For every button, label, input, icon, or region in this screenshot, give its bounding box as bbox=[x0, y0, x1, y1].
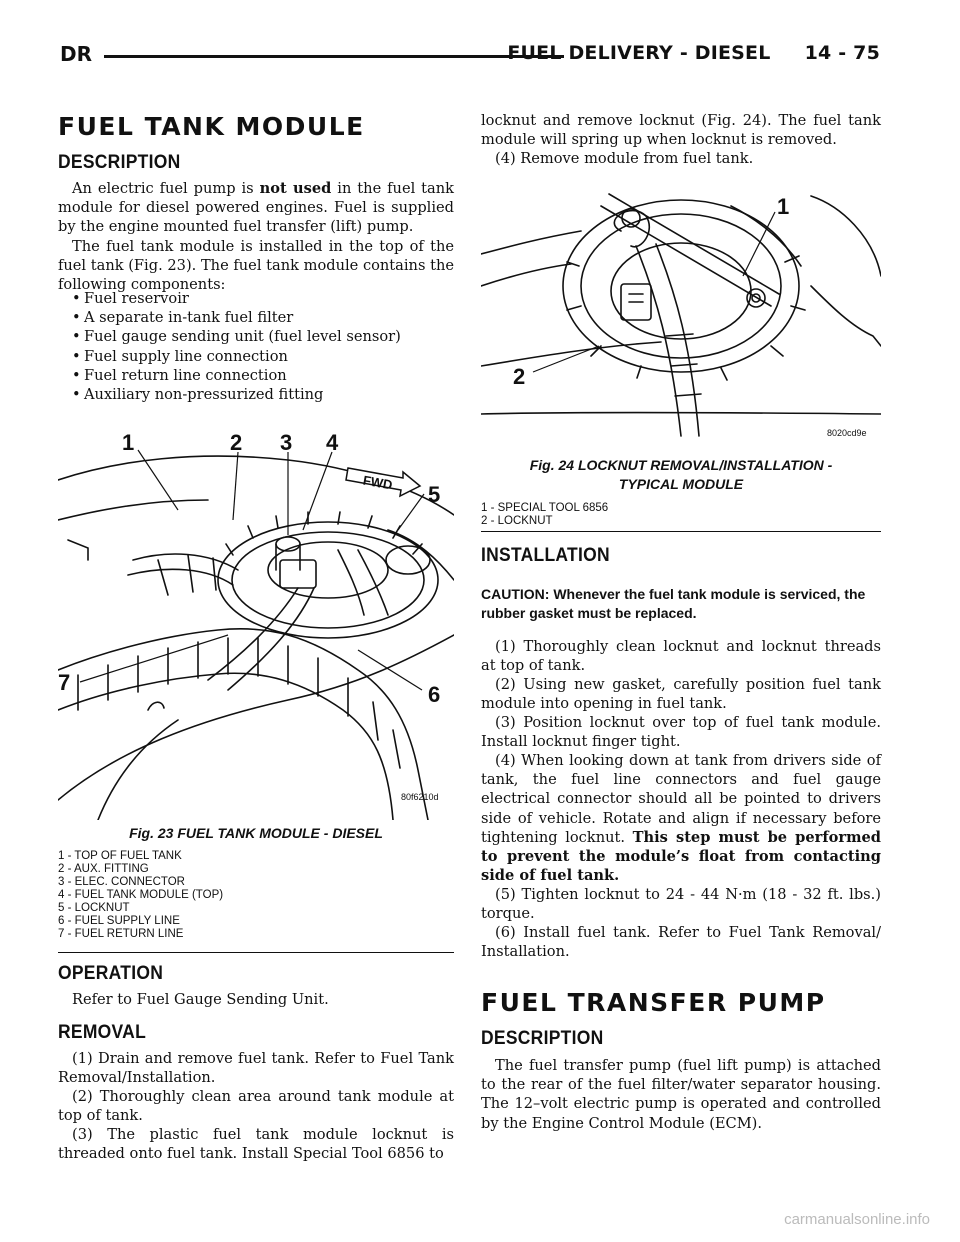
fig24-callout-1: 1 bbox=[777, 194, 790, 219]
list-item-text: Fuel reservoir bbox=[84, 290, 189, 307]
heading-removal: REMOVAL bbox=[58, 1022, 147, 1043]
fig23-callout-5: 5 bbox=[428, 482, 441, 507]
install-step-5: (5) Tighten locknut to 24 - 44 N·m (18 - 32 ft. lbs.) torque. bbox=[481, 886, 881, 923]
fig23-code: 80f6210d bbox=[401, 792, 439, 802]
description-paragraph-1 bbox=[58, 179, 454, 237]
fig24-code: 8020cd9e bbox=[827, 428, 867, 438]
header-section-code: DR bbox=[60, 42, 93, 66]
watermark: carmanualsonline.info bbox=[784, 1211, 930, 1228]
page-header bbox=[60, 42, 880, 82]
fig23-callout-6: 6 bbox=[428, 682, 441, 707]
removal-step-3-start: (3) The plastic fuel tank module locknut is threaded onto fuel tank. Install Special Tool 6856 to bbox=[58, 1126, 454, 1163]
list-item-text: Fuel supply line connection bbox=[84, 347, 288, 365]
install-step-4 bbox=[481, 751, 881, 885]
legend-item: 4 - FUEL TANK MODULE (TOP) bbox=[58, 889, 224, 901]
heading-installation: INSTALLATION bbox=[481, 545, 610, 566]
fig24-bottom-rule bbox=[481, 531, 881, 532]
fig24-caption-line-1: Fig. 24 LOCKNUT REMOVAL/INSTALLATION - bbox=[529, 457, 833, 473]
fig24-callout-2: 2 bbox=[513, 364, 526, 389]
header-rule bbox=[104, 55, 564, 58]
removal-step-1: (1) Drain and remove fuel tank. Refer to Fuel Tank Removal/Installation. bbox=[58, 1050, 454, 1087]
list-item-text: Fuel gauge sending unit (fuel level sensor) bbox=[84, 328, 401, 346]
install-step-4-emphasis: This step must be performed to prevent the module’s float from contacting side of fuel tank. bbox=[481, 828, 881, 885]
fig23-callout-3: 3 bbox=[280, 430, 293, 455]
fig24-locknut-removal-illustration bbox=[481, 176, 881, 444]
fig23-callout-1: 1 bbox=[122, 430, 135, 455]
fig23-callout-2: 2 bbox=[230, 430, 243, 455]
legend-item: 6 - FUEL SUPPLY LINE bbox=[58, 915, 180, 927]
legend-item: 7 - FUEL RETURN LINE bbox=[58, 928, 184, 940]
heading-description-2: DESCRIPTION bbox=[481, 1028, 604, 1049]
list-item: • Fuel gauge sending unit (fuel level sensor) bbox=[72, 328, 401, 346]
legend-item: 2 - LOCKNUT bbox=[481, 515, 553, 527]
fig23-fwd-arrow bbox=[346, 468, 420, 496]
component-list bbox=[58, 289, 454, 404]
list-item: • Fuel supply line connection bbox=[72, 347, 288, 365]
fig24-legend bbox=[481, 502, 881, 528]
install-step-6: (6) Install fuel tank. Refer to Fuel Tank Removal/ Installation. bbox=[481, 924, 881, 961]
legend-item: 1 - TOP OF FUEL TANK bbox=[58, 850, 182, 862]
removal-step-3-continued: locknut and remove locknut (Fig. 24). The fuel tank module will spring up when locknut is removed. bbox=[481, 112, 881, 149]
fig23-legend bbox=[58, 850, 454, 941]
header-title: FUEL DELIVERY - DIESEL 14 - 75 bbox=[507, 42, 880, 64]
install-step-2: (2) Using new gasket, carefully position fuel tank module into opening in fuel tank. bbox=[481, 676, 881, 713]
list-item-text: Auxiliary non-pressurized fitting bbox=[84, 386, 324, 404]
list-item-text: Fuel return line connection bbox=[84, 366, 287, 384]
section-title-fuel-tank-module: FUEL TANK MODULE bbox=[58, 112, 365, 141]
section-title-fuel-transfer-pump: FUEL TRANSFER PUMP bbox=[481, 988, 826, 1017]
list-item: • Fuel return line connection bbox=[72, 366, 287, 384]
description-paragraph-2: The fuel tank module is installed in the top of the fuel tank (Fig. 23). The fuel tank module contains the following components: bbox=[58, 238, 454, 294]
operation-text: Refer to Fuel Gauge Sending Unit. bbox=[72, 991, 329, 1008]
caution-notice: CAUTION: Whenever the fuel tank module is serviced, the rubber gasket must be replaced. bbox=[481, 586, 866, 621]
fig24-caption-line-2: TYPICAL MODULE bbox=[618, 476, 744, 492]
legend-item: 5 - LOCKNUT bbox=[58, 902, 130, 914]
list-item-text: A separate in-tank fuel filter bbox=[84, 309, 294, 327]
legend-item: 2 - AUX. FITTING bbox=[58, 863, 149, 875]
legend-item: 3 - ELEC. CONNECTOR bbox=[58, 876, 185, 888]
fig23-fuel-tank-module-illustration bbox=[58, 420, 454, 820]
install-step-1: (1) Thoroughly clean locknut and locknut threads at top of tank. bbox=[481, 638, 881, 675]
desc-p1-post: in the fuel tank module for diesel powered engines. Fuel is supplied by the engine mounted fuel transfer (lift) pump. bbox=[58, 180, 454, 236]
transfer-pump-description: The fuel transfer pump (fuel lift pump) is attached to the rear of the fuel filter/water separator housing. The 12–volt electric pump is operated and controlled by the Engine Control Module (ECM). bbox=[481, 1057, 881, 1132]
removal-step-2: (2) Thoroughly clean area around tank module at top of tank. bbox=[58, 1088, 454, 1125]
list-item: • Fuel reservoir bbox=[72, 290, 189, 307]
heading-description: DESCRIPTION bbox=[58, 152, 181, 173]
removal-step-4: (4) Remove module from fuel tank. bbox=[495, 150, 754, 167]
fig23-callout-7: 7 bbox=[58, 670, 71, 695]
install-step-3: (3) Position locknut over top of fuel tank module. Install locknut finger tight. bbox=[481, 714, 881, 751]
desc-p1-pre: An electric fuel pump is bbox=[72, 180, 260, 197]
legend-item: 1 - SPECIAL TOOL 6856 bbox=[481, 502, 609, 514]
list-item: • Auxiliary non-pressurized fitting bbox=[72, 386, 324, 404]
fig24-caption bbox=[481, 456, 881, 494]
heading-operation: OPERATION bbox=[58, 963, 164, 984]
fig23-callout-4: 4 bbox=[326, 430, 339, 455]
fig23-bottom-rule bbox=[58, 952, 454, 953]
desc-p1-bold: not used bbox=[259, 180, 332, 197]
fig23-fwd-label: FWD bbox=[361, 472, 394, 493]
install-step-4-text: (4) When looking down at tank from drivers side of tank, the fuel line connectors and fuel gauge electrical connector should all be pointed to drivers side of vehicle. Rotate and align if necessary before tightening locknut. bbox=[481, 752, 881, 846]
fig23-caption: Fig. 23 FUEL TANK MODULE - DIESEL bbox=[129, 825, 383, 841]
list-item: • A separate in-tank fuel filter bbox=[72, 309, 294, 327]
